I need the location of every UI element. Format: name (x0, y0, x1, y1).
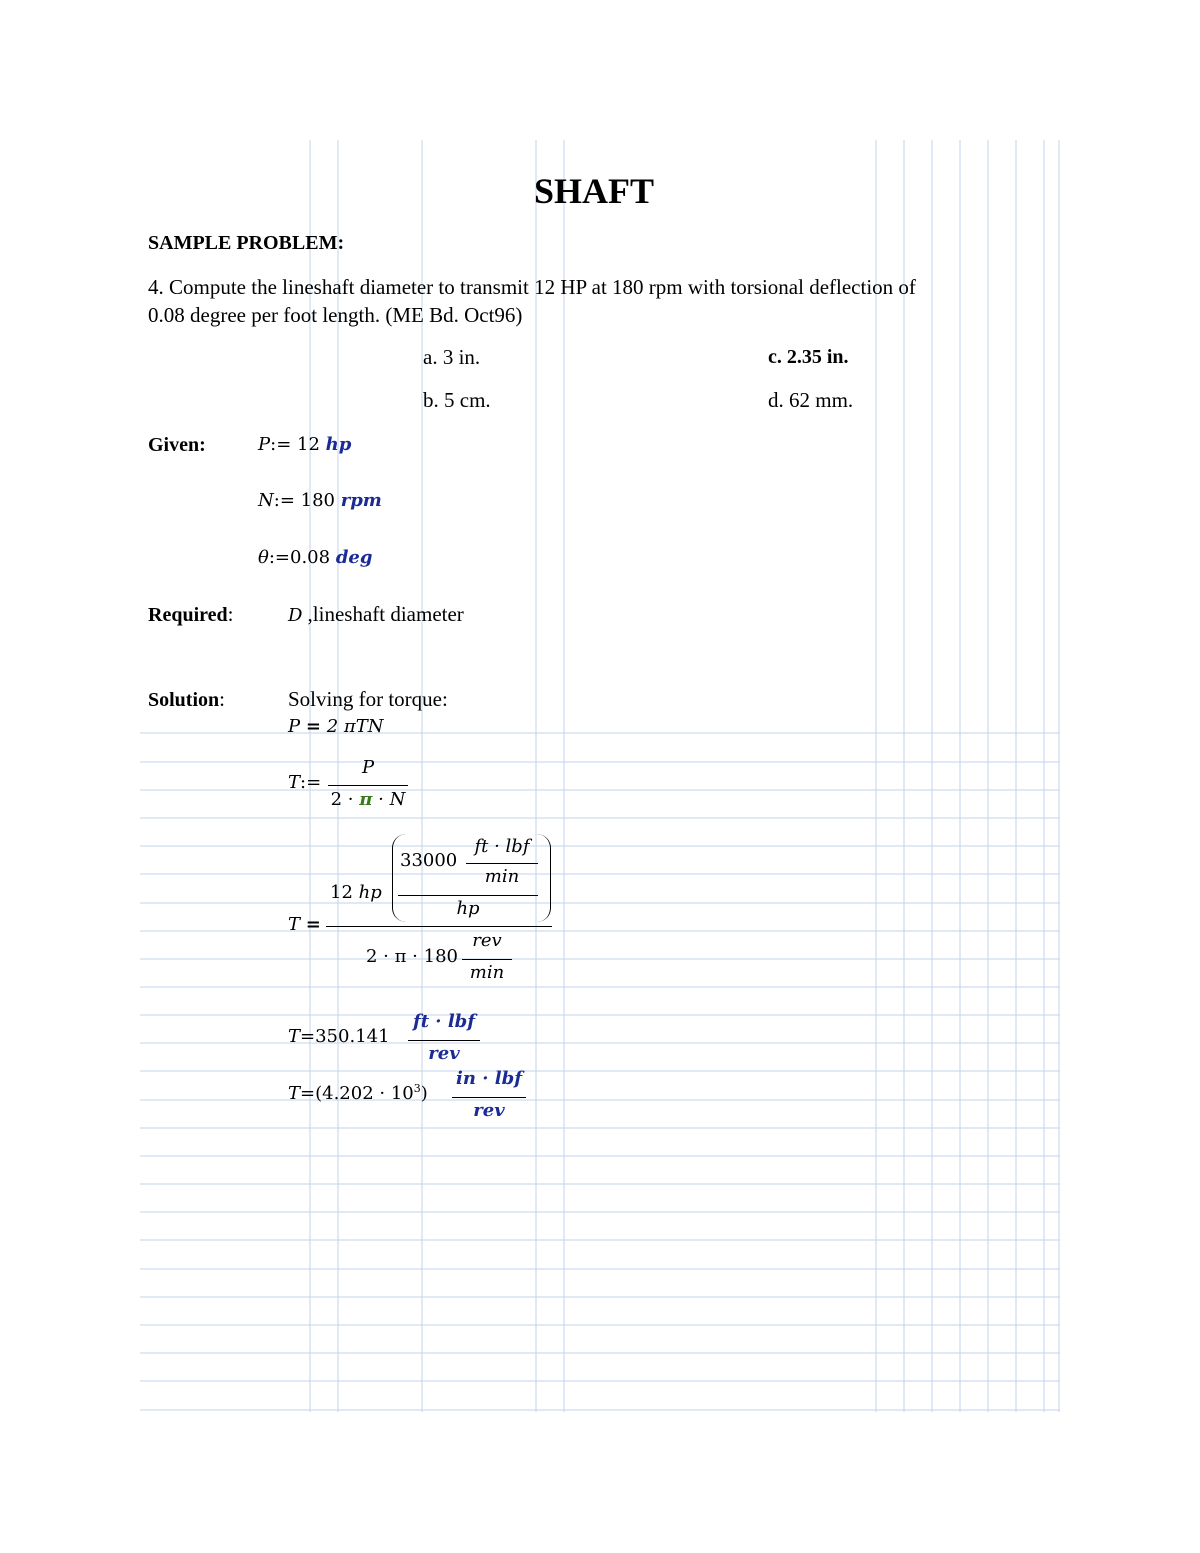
solution-colon: : (219, 687, 225, 711)
required-var: D (288, 605, 303, 626)
page-title: SHAFT (534, 171, 655, 211)
den-unit-bar (462, 959, 512, 960)
fraction-denominator (328, 789, 408, 810)
solution-text: Solution (148, 689, 220, 711)
given-unit: hp (325, 434, 352, 455)
fraction-bar (328, 785, 408, 786)
given-label: Given: (148, 434, 206, 456)
given-var: N (258, 490, 274, 511)
choice-b: b. 5 cm. (423, 388, 491, 412)
given-assign: := 180 (273, 490, 335, 511)
required-label (148, 602, 233, 627)
den-unit-numerator: rev (472, 930, 502, 951)
required-value (288, 602, 464, 627)
pi-symbol: π (359, 789, 373, 810)
equation-power (288, 716, 383, 737)
right-paren (536, 834, 551, 922)
given-power (258, 434, 351, 455)
given-unit: rpm (340, 490, 382, 511)
paren-close: ) (420, 1083, 428, 1104)
result-unit-bar (408, 1040, 480, 1041)
result-unit-denominator: rev (428, 1043, 460, 1064)
solution-heading: Solving for torque: (288, 687, 448, 711)
eq-sign: = (300, 1026, 316, 1047)
den-expression: 2 · π · 180 (366, 946, 458, 967)
required-desc: ,lineshaft diameter (307, 602, 464, 626)
inner-unit-bar (466, 863, 538, 864)
given-unit: deg (335, 547, 373, 568)
inner-unit-numerator: ft · lbf (474, 836, 530, 857)
inner-value: 33000 (400, 850, 458, 871)
eq-lhs: T (288, 1026, 301, 1047)
eq-sign: = (305, 914, 321, 935)
fraction-numerator: P (361, 757, 375, 778)
eq-lhs: T (288, 1083, 301, 1104)
result-value: (4.202 · 10 (315, 1083, 414, 1104)
inner-denominator: hp (456, 898, 480, 919)
given-var: θ (258, 547, 269, 568)
exponent: 3 (413, 1082, 421, 1095)
choice-c: c. 2.35 in. (768, 346, 849, 368)
given-deflection (258, 547, 372, 568)
eq-assign: := (300, 772, 322, 793)
given-assign: := 12 (270, 434, 320, 455)
result-unit-numerator: ft · lbf (412, 1011, 476, 1032)
eq-sign: = (300, 1083, 316, 1104)
solution-label (148, 687, 225, 712)
result-unit-bar (452, 1097, 526, 1098)
inner-fraction-bar (398, 895, 538, 896)
eq-lhs: T (288, 914, 301, 935)
given-assign: :=0.08 (268, 547, 331, 568)
den-part: · N (378, 789, 406, 810)
sample-problem-label: SAMPLE PROBLEM: (148, 232, 345, 254)
main-fraction-bar (326, 926, 552, 927)
num-coefficient (330, 882, 382, 903)
eq-lhs: T (288, 772, 301, 793)
result-unit-denominator: rev (473, 1100, 505, 1121)
eq-rhs: 2 πTN (326, 716, 384, 737)
problem-line-2: 0.08 degree per foot length. (ME Bd. Oct96) (148, 303, 523, 327)
result-value: 350.141 (315, 1026, 390, 1047)
eq-lhs: P (288, 716, 301, 737)
given-var: P (258, 434, 271, 455)
result-unit-numerator: in · lbf (456, 1068, 522, 1089)
required-text: Required (148, 604, 228, 626)
inner-unit-denominator: min (484, 866, 520, 887)
choice-d: d. 62 mm. (768, 388, 854, 412)
given-speed (258, 490, 382, 511)
problem-line-1: 4. Compute the lineshaft diameter to transmit 12 HP at 180 rpm with torsional deflection of (148, 275, 916, 299)
required-colon: : (227, 602, 234, 626)
den-unit-denominator: min (469, 962, 505, 983)
coef-unit: hp (358, 882, 382, 903)
coef: 12 (330, 882, 353, 903)
den-part: 2 · (330, 789, 354, 810)
choice-a: a. 3 in. (423, 345, 481, 369)
eq-sign: = (305, 716, 321, 737)
